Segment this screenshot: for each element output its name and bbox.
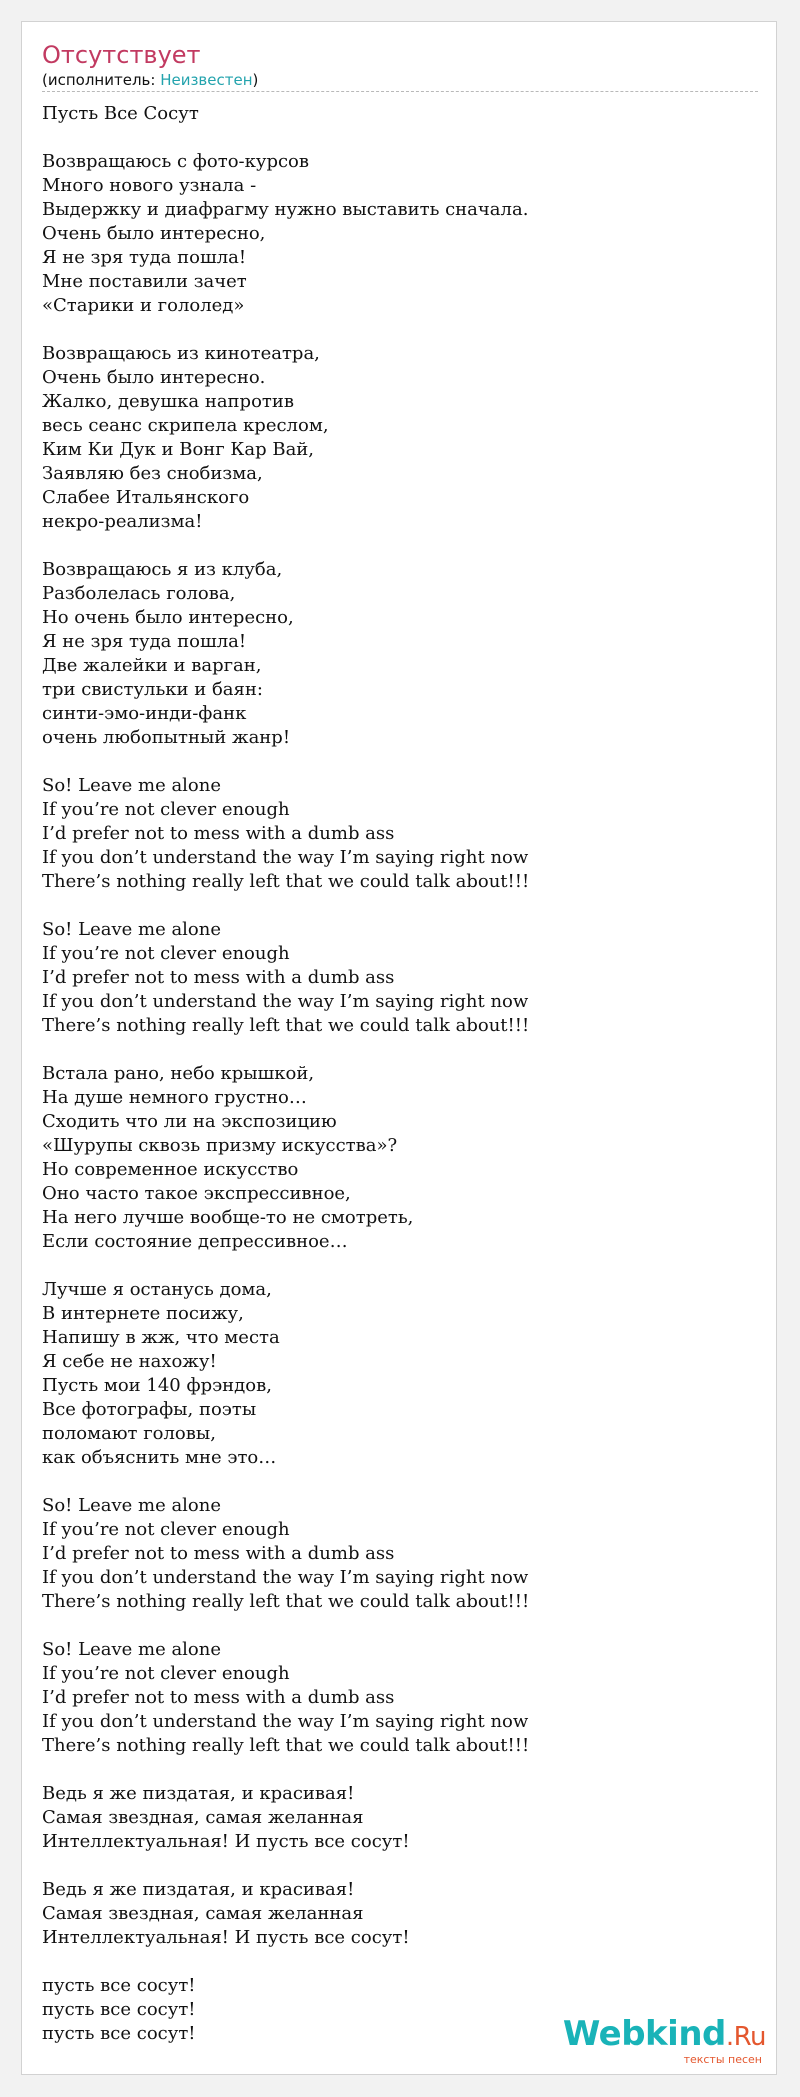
artist-line [42,70,258,90]
stanza-gap [42,318,762,342]
lyric-line: Лучше я останусь дома, [42,1279,272,1300]
artist-link[interactable]: Неизвестен [160,71,253,89]
lyric-line: Оно часто такое экспрессивное, [42,1183,351,1204]
lyric-line: There’s nothing really left that we could talk about!!! [42,1015,530,1036]
lyric-line: Возвращаюсь с фото-курсов [42,151,310,172]
lyric-line: Встала рано, небо крышкой, [42,1063,315,1084]
lyric-line: Возвращаюсь я из клуба, [42,559,283,580]
lyric-line: На душе немного грустно… [42,1087,307,1108]
lyric-line: Самая звездная, самая желанная [42,1807,364,1828]
lyric-line: So! Leave me alone [42,919,222,940]
stanza-gap [42,1950,762,1974]
stanza-gap [42,1470,762,1494]
stanza-gap [42,1254,762,1278]
stanza-gap [42,1614,762,1638]
lyric-line: очень любопытный жанр! [42,727,291,748]
lyric-line: Пусть Все Сосут [42,103,199,124]
lyric-line: Я себе не нахожу! [42,1351,217,1372]
lyric-line: пусть все сосут! [42,1975,196,1996]
logo-tld: .Ru [725,2022,766,2052]
lyric-line: Я не зря туда пошла! [42,247,247,268]
lyric-line: If you don’t understand the way I’m saying right now [42,1711,529,1732]
lyric-line: I’d prefer not to mess with a dumb ass [42,1687,395,1708]
lyric-line: На него лучше вообще-то не смотреть, [42,1207,414,1228]
logo-wordmark [562,2014,766,2054]
lyric-line: Очень было интересно. [42,367,266,388]
lyric-line: как объяснить мне это… [42,1447,277,1468]
title-divider [42,91,758,92]
stanza-gap [42,750,762,774]
lyric-line: There’s nothing really left that we could talk about!!! [42,1591,530,1612]
lyric-line: пусть все сосут! [42,2023,196,2044]
lyric-line: There’s nothing really left that we could talk about!!! [42,871,530,892]
stanza-gap [42,894,762,918]
lyric-line: Много нового узнала - [42,175,257,196]
lyric-line: If you’re not clever enough [42,1663,290,1684]
lyrics-text [42,102,762,2046]
lyric-line: I’d prefer not to mess with a dumb ass [42,1543,395,1564]
lyric-line: If you’re not clever enough [42,1519,290,1540]
lyric-line: Мне поставили зачет [42,271,247,292]
lyric-line: I’d prefer not to mess with a dumb ass [42,967,395,988]
lyric-line: If you’re not clever enough [42,943,290,964]
lyric-line: некро-реализма! [42,511,203,532]
lyric-line: There’s nothing really left that we could talk about!!! [42,1735,530,1756]
lyric-line: Но очень было интересно, [42,607,294,628]
song-title: Отсутствует [42,41,201,69]
lyric-line: I’d prefer not to mess with a dumb ass [42,823,395,844]
site-logo[interactable] [562,2014,766,2066]
lyric-line: If you don’t understand the way I’m saying right now [42,1567,529,1588]
stanza-gap [42,1038,762,1062]
lyric-line: Очень было интересно, [42,223,266,244]
lyric-line: В интернете посижу, [42,1303,244,1324]
lyric-line: If you don’t understand the way I’m saying right now [42,847,529,868]
stanza-gap [42,1758,762,1782]
lyric-line: Самая звездная, самая желанная [42,1903,364,1924]
lyric-line: Интеллектуальная! И пусть все сосут! [42,1831,410,1852]
lyric-line: Если состояние депрессивное… [42,1231,348,1252]
stanza-gap [42,126,762,150]
lyric-line: Выдержку и диафрагму нужно выставить сначала. [42,199,529,220]
logo-tagline: тексты песен [683,2053,762,2066]
lyric-line: Разболелась голова, [42,583,236,604]
lyric-line: So! Leave me alone [42,775,222,796]
lyric-line: Напишу в жж, что места [42,1327,280,1348]
lyric-line: Пусть мои 140 фрэндов, [42,1375,272,1396]
lyric-line: If you’re not clever enough [42,799,290,820]
lyric-line: Ведь я же пиздатая, и красивая! [42,1783,355,1804]
lyric-line: пусть все сосут! [42,1999,196,2020]
lyric-line: поломают головы, [42,1423,216,1444]
lyric-line: If you don’t understand the way I’m saying right now [42,991,529,1012]
lyric-line: Жалко, девушка напротив [42,391,294,412]
stanza-gap [42,1854,762,1878]
lyrics-card [21,21,777,2075]
lyric-line: Заявляю без снобизма, [42,463,263,484]
lyric-line: «Старики и гололед» [42,295,245,316]
lyric-line: «Шурупы сквозь призму искусства»? [42,1135,398,1156]
lyric-line: Возвращаюсь из кинотеатра, [42,343,320,364]
lyric-line: Но современное искусство [42,1159,299,1180]
lyric-line: Слабее Итальянского [42,487,250,508]
lyric-line: Сходить что ли на экспозицию [42,1111,337,1132]
lyric-line: три свистульки и баян: [42,679,263,700]
lyric-line: Интеллектуальная! И пусть все сосут! [42,1927,410,1948]
lyric-line: Я не зря туда пошла! [42,631,247,652]
lyric-line: Ведь я же пиздатая, и красивая! [42,1879,355,1900]
lyric-line: Все фотографы, поэты [42,1399,257,1420]
stanza-gap [42,534,762,558]
logo-word: Webkind [562,2014,726,2054]
lyric-line: весь сеанс скрипела креслом, [42,415,329,436]
lyric-line: Две жалейки и варган, [42,655,262,676]
artist-prefix: (исполнитель: [42,71,161,89]
artist-suffix: ) [252,71,259,89]
lyric-line: So! Leave me alone [42,1639,222,1660]
lyric-line: Ким Ки Дук и Вонг Кар Вай, [42,439,315,460]
lyric-line: So! Leave me alone [42,1495,222,1516]
lyric-line: синти-эмо-инди-фанк [42,703,247,724]
